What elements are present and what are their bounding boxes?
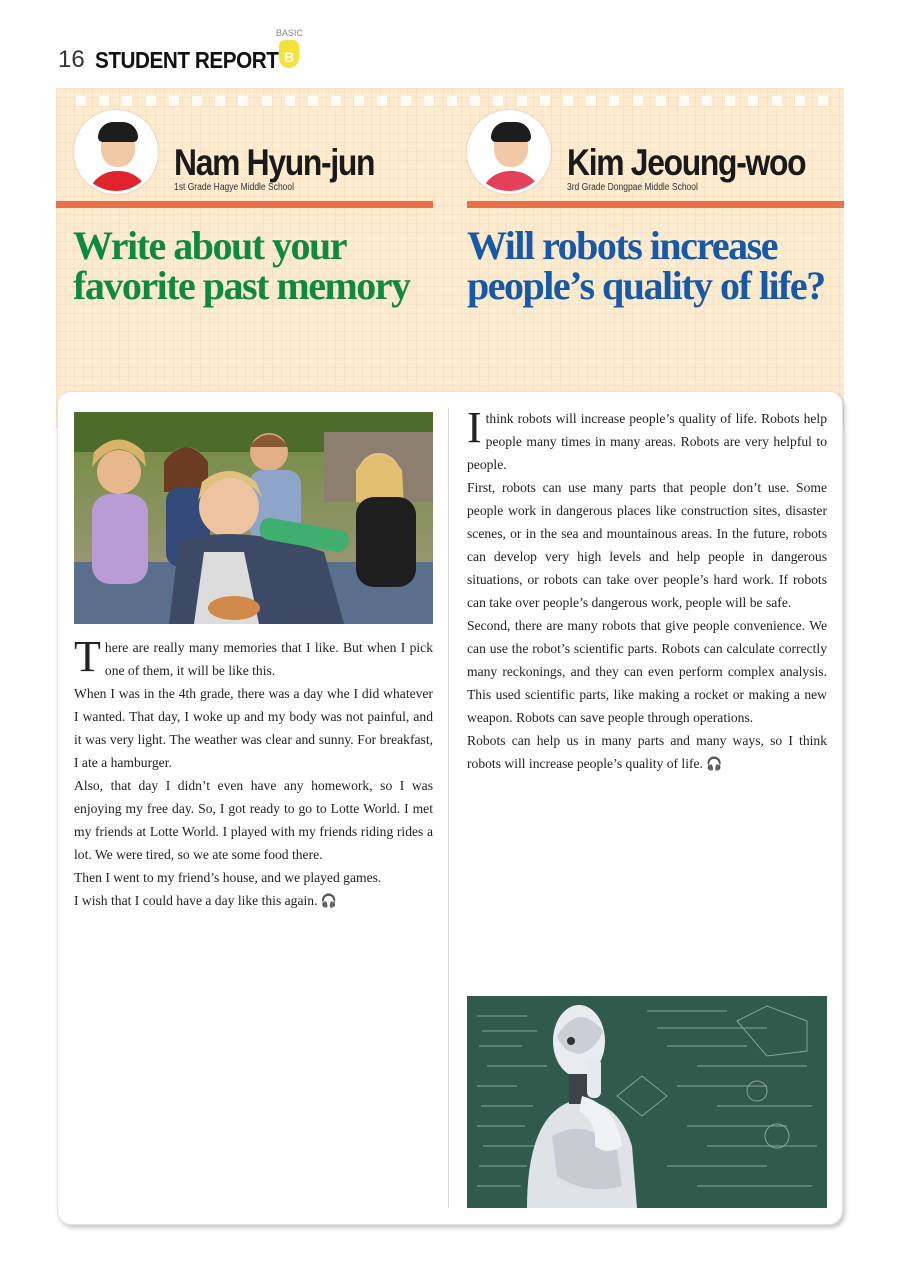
left-author-name: Nam Hyun-jun xyxy=(174,142,375,183)
right-paragraph xyxy=(467,729,827,776)
banner-dot-strip xyxy=(76,96,828,106)
right-author-name: Kim Jeoung-woo xyxy=(567,142,806,183)
right-author-avatar xyxy=(467,110,551,194)
right-paragraph-text: Robots can help us in many parts and many ways, so I think robots will increase people’s quality of life. xyxy=(467,733,827,771)
basic-level-badge: B xyxy=(279,40,299,68)
students-eating-outdoors-photo xyxy=(74,412,433,624)
left-title-rule xyxy=(56,201,433,208)
right-author xyxy=(467,110,837,200)
left-paragraph: Then I went to my friend’s house, and we played games. xyxy=(74,870,382,885)
right-author-school: 3rd Grade Dongpae Middle School xyxy=(567,182,698,193)
basic-level-label: BASIC xyxy=(276,28,304,38)
left-paragraph xyxy=(74,632,433,682)
left-paragraph: Also, that day I didn’t even have any homework, so I was enjoying my free day. So, I got ready to go to Lotte World. I met my friends at Lotte World. I played with my friends riding rides a lot. We were tired, so we ate some food there. xyxy=(74,778,433,862)
right-paragraph: Second, there are many robots that give people convenience. We can use the robot’s scientific parts. Robots can calculate correctly many reckonings, and they can even perform complex analysis. This used scientific parts, like making a rocket or making a new weapon. Robots can save people through operations. xyxy=(467,618,827,725)
left-author-school: 1st Grade Hagye Middle School xyxy=(174,182,295,193)
right-title-rule xyxy=(467,201,844,208)
left-dropcap: T xyxy=(74,632,101,681)
left-paragraph: When I was in the 4th grade, there was a day whe I did whatever I wanted. That day, I woke up and my body was not painful, and it was very light. The weather was clear and sunny. For breakfast, I ate a hamburger. xyxy=(74,686,433,770)
basic-level-logo xyxy=(272,28,304,74)
right-paragraph xyxy=(467,403,827,476)
right-paragraph: First, robots can use many parts that people don’t use. Some people work in dangerous places like construction sites, disaster scenes, or in the sea and mountainous areas. In the future, robots can develop very high levels and help people in dangerous situations, or robots can take over people’s hard work. If robots can take over people’s dangerous work, people will be safe. xyxy=(467,480,827,610)
page-header xyxy=(58,40,299,80)
column-divider xyxy=(448,408,449,1208)
robot-thinking-chalkboard-photo xyxy=(467,996,827,1208)
right-article-title: Will robots increase people’s quality of life? xyxy=(467,223,825,308)
headphones-icon: 🎧 xyxy=(705,757,723,772)
left-author xyxy=(74,110,444,200)
left-article-body xyxy=(74,632,433,913)
headphones-icon: 🎧 xyxy=(320,894,337,909)
left-author-avatar xyxy=(74,110,158,194)
section-title: STUDENT REPORT xyxy=(94,46,279,73)
left-paragraph xyxy=(74,889,433,913)
right-article-body xyxy=(467,403,827,776)
page-number: 16 xyxy=(58,46,85,73)
left-paragraph-text: I wish that I could have a day like this again. xyxy=(74,893,318,908)
left-article-title: Write about your favorite past memory xyxy=(73,223,410,308)
left-paragraph-text: here are really many memories that I like. But when I pick one of them, it will be like this. xyxy=(104,640,433,678)
right-dropcap: I xyxy=(467,403,482,452)
right-paragraph-text: think robots will increase people’s quality of life. Robots help people many times in many areas. Robots are very helpful to people. xyxy=(467,411,827,472)
